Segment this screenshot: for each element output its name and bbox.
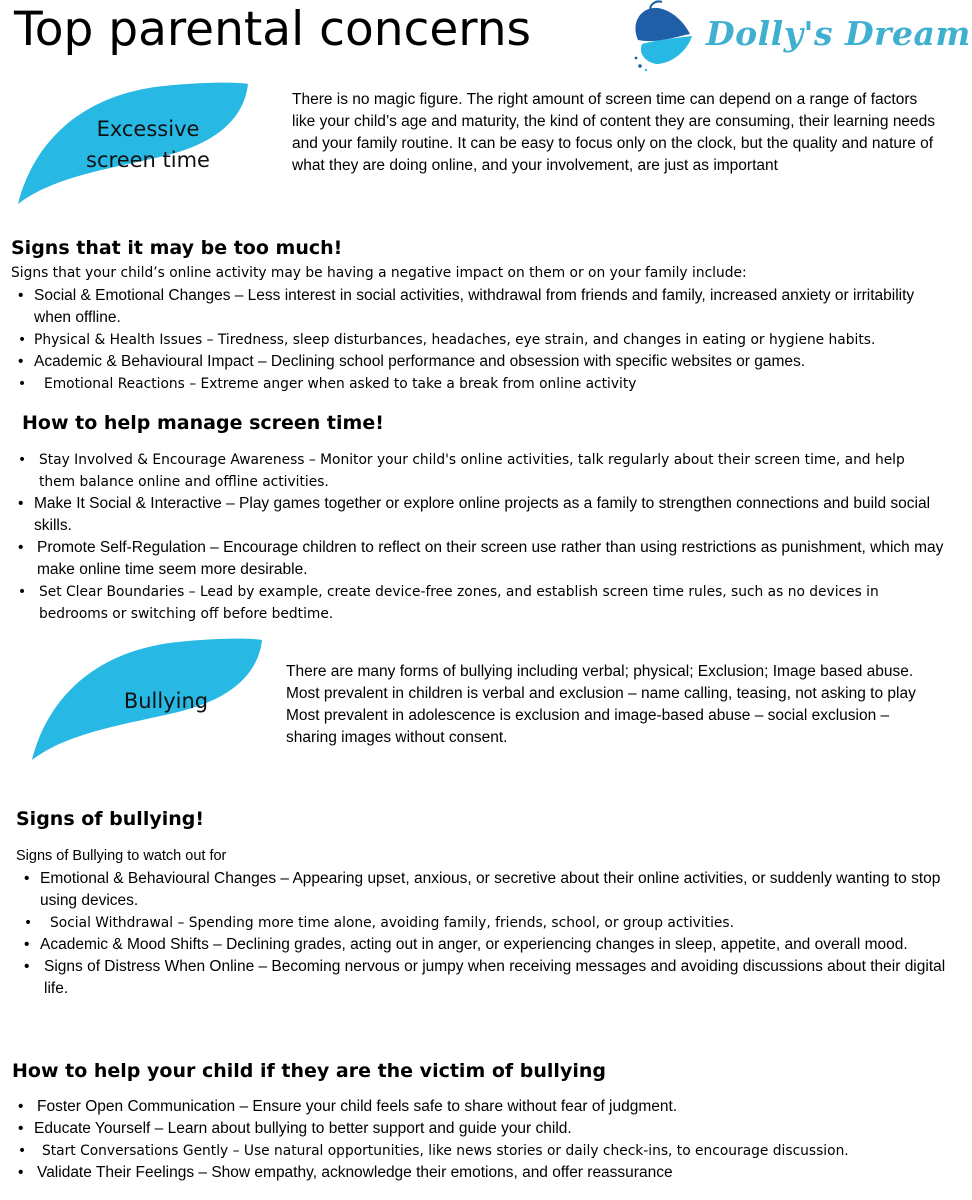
help-victim-list <box>14 1096 954 1184</box>
signs-bullying-list <box>20 868 950 1000</box>
list-item: • Physical & Health Issues – Tiredness, sleep disturbances, headaches, eye strain, and changes in eating or hygiene habits. <box>14 329 954 351</box>
list-item: • Emotional Reactions – Extreme anger when asked to take a break from online activity <box>14 373 954 395</box>
list-item: • Foster Open Communication – Ensure your child feels safe to share without fear of judgment. <box>14 1096 954 1118</box>
help-screen-time-heading: How to help manage screen time! <box>22 412 384 434</box>
list-item: • Start Conversations Gently – Use natural opportunities, like news stories or daily check-ins, to encourage discussion. <box>14 1140 954 1162</box>
bullying-intro: There are many forms of bullying including verbal; physical; Exclusion; Image based abuse. Most prevalent in children is verbal and exclusion – name calling, teasing, not asking to play Most prevalent in adolescence is exclusion and image-based abuse – social exclusion – sharing images without consent. <box>286 663 916 746</box>
list-item: • Promote Self-Regulation – Encourage children to reflect on their screen use rather than using restrictions as punishment, which may make online time seem more desirable. <box>14 537 944 581</box>
help-victim-heading: How to help your child if they are the victim of bullying <box>12 1060 606 1082</box>
excessive-screen-time-label: Excessive screen time <box>86 117 210 172</box>
bullying-label: Bullying <box>123 689 209 713</box>
list-item: • Stay Involved & Encourage Awareness – Monitor your child's online activities, talk regularly about their screen time, and help them balance online and offline activities. <box>14 449 944 493</box>
signs-too-much-lead: Signs that your child’s online activity may be having a negative impact on them or on your family include: <box>11 265 747 281</box>
list-item: • Set Clear Boundaries – Lead by example, create device-free zones, and establish screen time rules, such as no devices in bedrooms or switching off before bedtime. <box>14 581 944 625</box>
list-item: • Social & Emotional Changes – Less interest in social activities, withdrawal from friends and family, increased anxiety or irritability when offline. <box>14 285 954 329</box>
brand-name: Dolly's Dream <box>706 14 971 53</box>
list-item: • Social Withdrawal – Spending more time alone, avoiding family, friends, school, or group activities. <box>20 912 950 934</box>
signs-too-much-heading: Signs that it may be too much! <box>11 237 343 259</box>
list-item: • Signs of Distress When Online – Becoming nervous or jumpy when receiving messages and avoiding discussions about their digital life. <box>20 956 950 1000</box>
help-screen-time-list <box>14 449 944 625</box>
signs-too-much-list <box>14 285 954 395</box>
list-item: • Emotional & Behavioural Changes – Appearing upset, anxious, or secretive about their online activities, or suddenly wanting to stop using devices. <box>20 868 950 912</box>
list-item: • Academic & Behavioural Impact – Declining school performance and obsession with specific websites or games. <box>14 351 954 373</box>
list-item: • Educate Yourself – Learn about bullying to better support and guide your child. <box>14 1118 954 1140</box>
screen-time-intro: There is no magic figure. The right amount of screen time can depend on a range of factors like your child’s age and maturity, the kind of content they are consuming, their learning needs and your family routine. It can be easy to focus only on the clock, but the quality and nature of what they are doing online, and your involvement, are just as important <box>292 91 936 174</box>
page-title: Top parental concerns <box>14 2 532 57</box>
signs-bullying-lead: Signs of Bullying to watch out for <box>16 848 227 864</box>
list-item: • Validate Their Feelings – Show empathy, acknowledge their emotions, and offer reassurance <box>14 1162 954 1184</box>
list-item: • Academic & Mood Shifts – Declining grades, acting out in anger, or experiencing changes in sleep, appetite, and overall mood. <box>20 934 950 956</box>
list-item: • Make It Social & Interactive – Play games together or explore online projects as a family to strengthen connections and build social skills. <box>14 493 944 537</box>
signs-bullying-heading: Signs of bullying! <box>16 808 205 830</box>
